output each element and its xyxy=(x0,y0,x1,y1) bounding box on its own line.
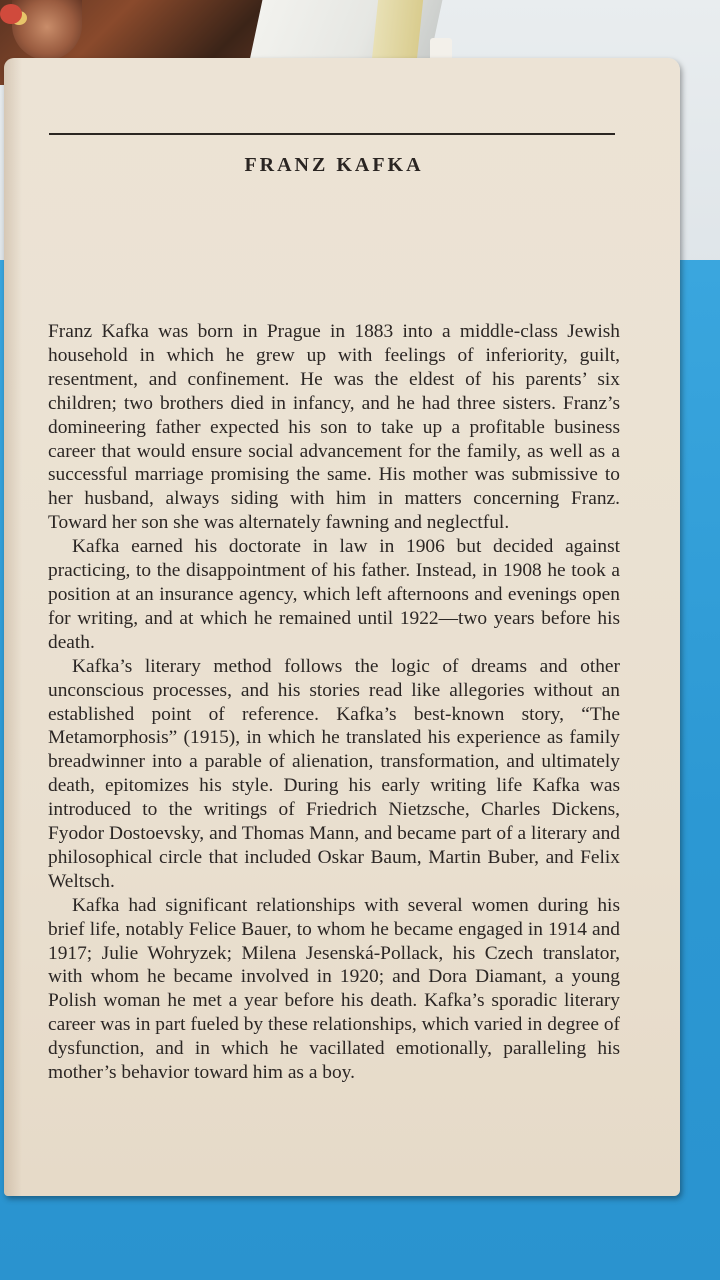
cover-flower xyxy=(0,4,22,24)
background-book-spine-yellow xyxy=(372,0,423,60)
cover-portrait xyxy=(12,0,82,60)
paragraph: Kafka earned his doctorate in law in 1906 but decided against practicing, to the disappointment of his father. Instead, in 1908 he took a position at an insurance agency, which left afternoons and evenings open for writing, and at which he remained until 1922—two years before his death. xyxy=(48,536,620,653)
paragraph: Kafka’s literary method follows the logic of dreams and other unconscious processes, and his stories read like allegories without an established point of reference. Kafka’s best-known story, “The Metamorphosis” (1915), in which he translated his experience as family breadwinner into a parable of alienation, transformation, and ultimately death, epitomizes his style. During his early writing life Kafka was introduced to the writings of Friedrich Nietzsche, Charles Dickens, Fyodor Dostoevsky, and Thomas Mann, and became part of a literary and philosophical circle that included Oskar Baum, Martin Buber, and Felix Weltsch. xyxy=(48,655,620,892)
paragraph: Kafka had significant relationships with several women during his brief life, notably Felice Bauer, to whom he became engaged in 1914 and 1917; Julie Wohryzek; Milena Jesenská-Pollack, his Czech translator, with whom he became involved in 1920; and Dora Diamant, a young Polish woman he met a year before his death. Kafka’s sporadic literary career was in part fueled by these relationships, which varied in degree of dysfunction, and in which he vacillated emotionally, paralleling his mother’s behavior toward him as a boy. xyxy=(48,894,620,1084)
book-page xyxy=(4,58,680,1196)
chapter-title: FRANZ KAFKA xyxy=(244,154,424,176)
body-text xyxy=(48,320,620,1085)
paragraph: Franz Kafka was born in Prague in 1883 into a middle-class Jewish household in which he grew up with feelings of inferiority, guilt, resentment, and confinement. He was the eldest of his parents’ six children; two brothers died in infancy, and he had three sisters. Franz’s domineering father expected his son to take up a profitable business career that would ensure social advancement for the family, as well as a successful marriage promising the same. His mother was submissive to her husband, always siding with him in matters concerning Franz. Toward her son she was alternately fawning and neglectful. xyxy=(48,321,620,534)
header-rule xyxy=(49,133,615,135)
